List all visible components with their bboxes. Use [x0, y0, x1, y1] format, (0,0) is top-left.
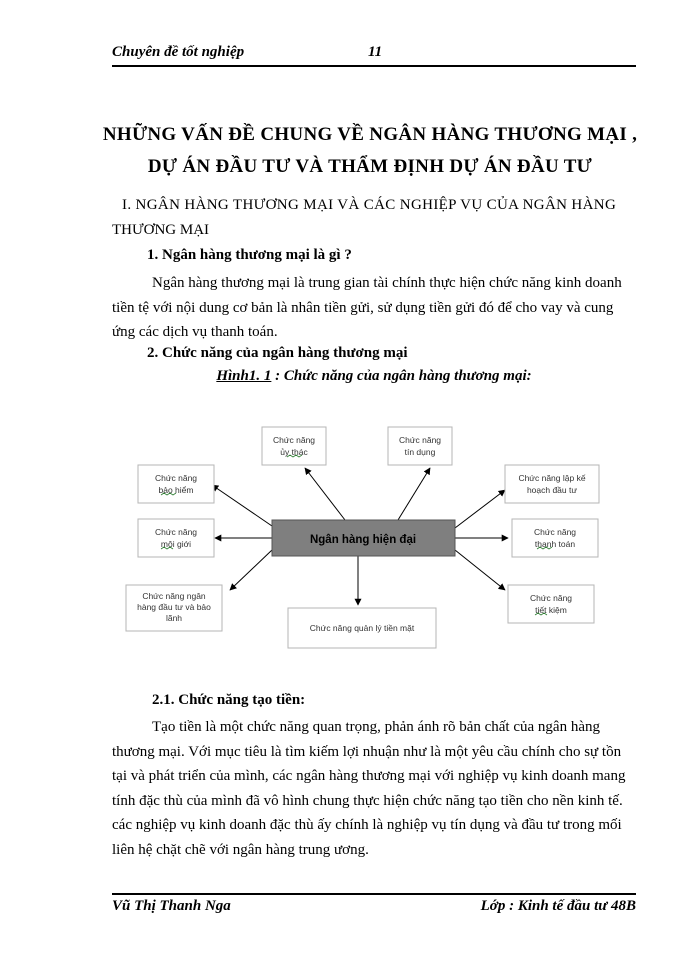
label-dau-tu-2: hàng đầu tư và bảo	[137, 602, 211, 612]
box-moi-gioi	[138, 519, 214, 557]
box-thanh-toan	[512, 519, 598, 557]
subheading-2-1: 2.1. Chức năng tạo tiền:	[152, 692, 306, 708]
footer-author: Vũ Thị Thanh Nga	[112, 898, 231, 914]
label-tiet-kiem-2: tiết kiệm	[535, 605, 567, 615]
box-uy-thac	[262, 427, 326, 465]
label-bao-hiem-2: bảo hiểm	[158, 485, 194, 495]
label-tiet-kiem-1: Chức năng	[529, 593, 573, 603]
label-moi-gioi-1: Chức năng	[154, 527, 198, 537]
center-label: Ngân hàng hiện đại	[309, 534, 417, 546]
arrow-lap-ke-hoach	[455, 490, 505, 528]
paragraph-2-1-line: tính đặc thù của mình đã vô hình chung thực hiện chức năng tạo tiền cho nền kinh tế.	[112, 792, 623, 809]
figure-caption-label: Hình1. 1	[216, 368, 272, 384]
subheading-2: 2. Chức năng của ngân hàng thương mại	[147, 345, 408, 361]
box-tin-dung	[388, 427, 452, 465]
label-quan-ly-tien-mat: Chức năng quản lý tiền mặt	[309, 623, 415, 633]
label-bao-hiem-1: Chức năng	[154, 473, 198, 483]
paragraph-2-1-line: các nghiệp vụ kinh doanh đặc thù ấy chính là nghiệp vụ tín dụng và đầu tư trong mối	[112, 817, 622, 833]
subheading-1: 1. Ngân hàng thương mại là gì ?	[147, 247, 352, 263]
paragraph-2-1-line: liên hệ chặt chẽ với ngân hàng trung ương.	[112, 841, 369, 858]
footer-class: Lớp : Kinh tế đầu tư 48B	[480, 898, 636, 914]
header-page-number: 11	[368, 44, 383, 60]
label-tin-dung-1: Chức năng	[398, 435, 442, 445]
arrow-dau-tu-bao-lanh	[230, 550, 272, 590]
chapter-title-line2: DỰ ÁN ĐẦU TƯ VÀ THẨM ĐỊNH DỰ ÁN ĐẦU TƯ	[147, 156, 593, 177]
chapter-title-line1: NHỮNG VẤN ĐỀ CHUNG VỀ NGÂN HÀNG THƯƠNG MẠI ,	[102, 124, 638, 145]
paragraph-1-line: Ngân hàng thương mại là trung gian tài chính thực hiện chức năng kinh doanh	[152, 275, 622, 291]
label-thanh-toan-1: Chức năng	[533, 527, 577, 537]
label-lap-ke-hoach-1: Chức năng lập kế	[518, 473, 586, 483]
label-uy-thac-2: ủy thác	[280, 447, 308, 457]
label-uy-thac-1: Chức năng	[272, 435, 316, 445]
paragraph-1-line: ứng các dịch vụ thanh toán.	[112, 324, 278, 340]
footer-rule	[112, 893, 636, 895]
label-moi-gioi-2: môi giới	[160, 539, 192, 549]
arrow-tiet-kiem	[455, 550, 505, 590]
box-tiet-kiem	[508, 585, 594, 623]
label-dau-tu-1: Chức năng ngân	[142, 591, 206, 601]
paragraph-2-1-line: thương mại. Với mục tiêu là tìm kiếm lợi nhuận như là một yêu cầu chính cho sự tồn	[112, 743, 622, 760]
paragraph-2-1-line: tại và phát triển của mình, các ngân hàng thương mại với nghiệp vụ kinh doanh mang	[112, 768, 626, 784]
paragraph-2-1	[112, 715, 636, 862]
arrow-bao-hiem	[212, 485, 272, 526]
box-lap-ke-hoach	[505, 465, 599, 503]
label-thanh-toan-2: thanh toán	[534, 539, 576, 549]
box-bao-hiem	[138, 465, 214, 503]
figure-caption-text: : Chức năng của ngân hàng thương mại:	[271, 368, 532, 384]
section-heading-line1: I. NGÂN HÀNG THƯƠNG MẠI VÀ CÁC NGHIỆP VỤ CỦA NGÂN HÀNG	[122, 197, 617, 213]
arrow-tin-dung	[398, 468, 430, 520]
label-tin-dung-2: tín dụng	[404, 447, 436, 457]
label-dau-tu-3: lãnh	[165, 613, 183, 623]
arrow-uy-thac	[305, 468, 345, 520]
paragraph-2-1-line: Tạo tiền là một chức năng quan trọng, phản ánh rõ bản chất của ngân hàng	[152, 719, 600, 735]
label-lap-ke-hoach-2: hoạch đầu tư	[526, 485, 578, 495]
section-heading-line2: THƯƠNG MẠI	[112, 222, 210, 238]
header-title: Chuyên đề tốt nghiệp	[112, 44, 245, 60]
paragraph-1-line: tiền tệ với nội dung cơ bản là nhân tiền gửi, sử dụng tiền gửi đó để cho vay và cung	[112, 299, 614, 316]
